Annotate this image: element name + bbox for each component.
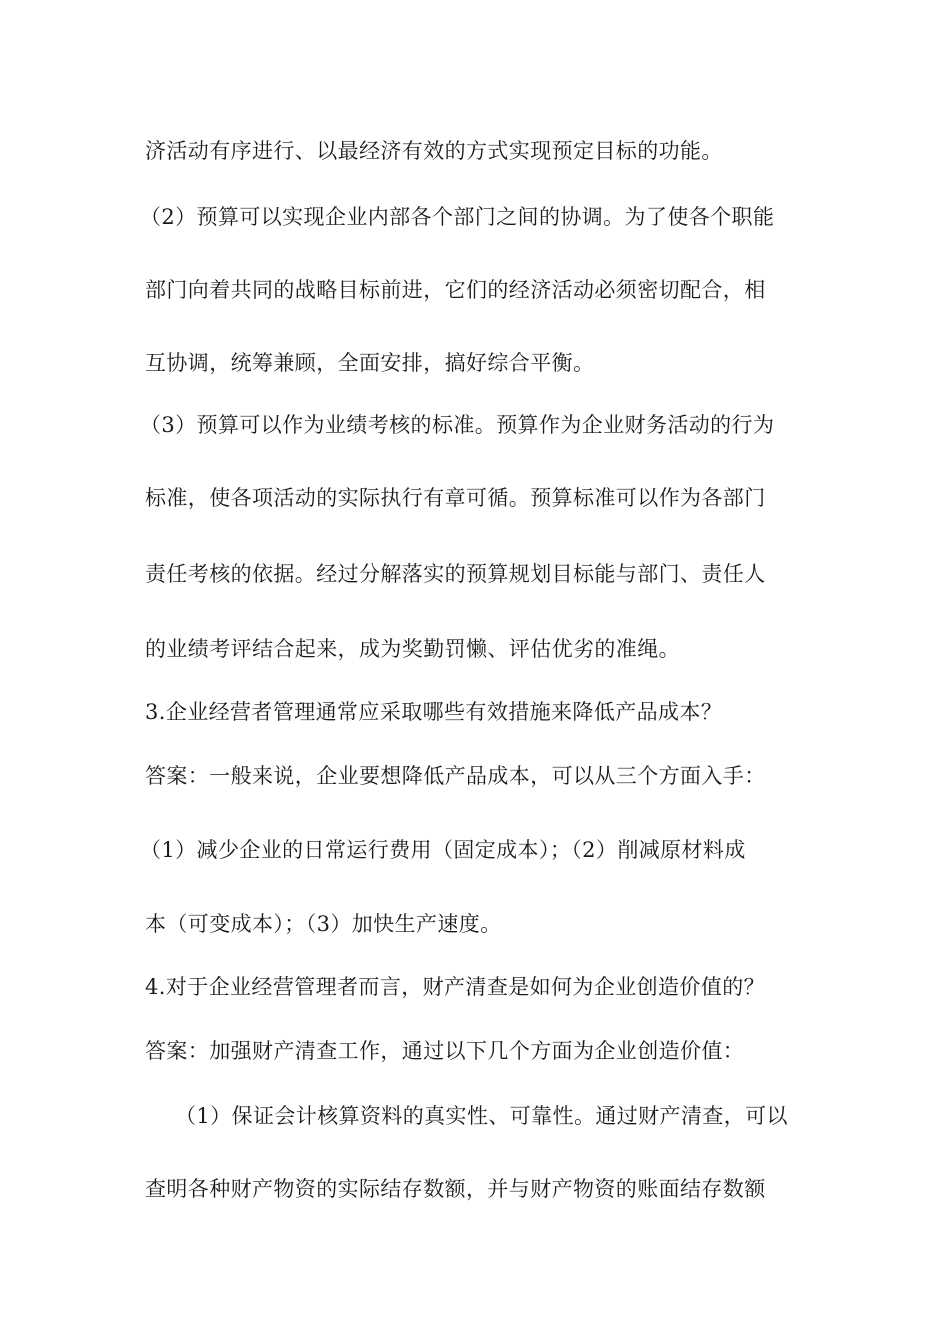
answer-3: 答案：一般来说，企业要想降低产品成本，可以从三个方面入手： xyxy=(145,764,766,788)
answer-4: 答案：加强财产清查工作，通过以下几个方面为企业创造价值： xyxy=(145,1039,745,1063)
text-line-6: 标准，使各项活动的实际执行有章可循。预算标准可以作为各部门 xyxy=(145,486,766,510)
question-4: 4.对于企业经营管理者而言，财产清查是如何为企业创造价值的？ xyxy=(145,975,766,999)
text-line-1: 济活动有序进行、以最经济有效的方式实现预定目标的功能。 xyxy=(145,139,723,163)
text-line-15: （1）保证会计核算资料的真实性、可靠性。通过财产清查，可以 xyxy=(175,1104,788,1128)
text-line-3: 部门向着共同的战略目标前进，它们的经济活动必须密切配合，相 xyxy=(145,278,766,302)
text-line-16: 查明各种财产物资的实际结存数额，并与财产物资的账面结存数额 xyxy=(145,1177,766,1201)
text-line-12: 本（可变成本）；（3）加快生产速度。 xyxy=(145,912,502,936)
text-line-11: （1）减少企业的日常运行费用（固定成本）；（2）削减原材料成 xyxy=(140,838,746,862)
text-line-2: （2）预算可以实现企业内部各个部门之间的协调。为了使各个职能 xyxy=(140,205,775,229)
text-line-5: （3）预算可以作为业绩考核的标准。预算作为企业财务活动的行为 xyxy=(140,413,775,437)
text-line-4: 互协调，统筹兼顾，全面安排，搞好综合平衡。 xyxy=(145,351,595,375)
text-line-8: 的业绩考评结合起来，成为奖勤罚懒、评估优劣的准绳。 xyxy=(145,637,680,661)
text-line-7: 责任考核的依据。经过分解落实的预算规划目标能与部门、责任人 xyxy=(145,562,766,586)
question-3: 3.企业经营者管理通常应采取哪些有效措施来降低产品成本？ xyxy=(145,700,723,724)
